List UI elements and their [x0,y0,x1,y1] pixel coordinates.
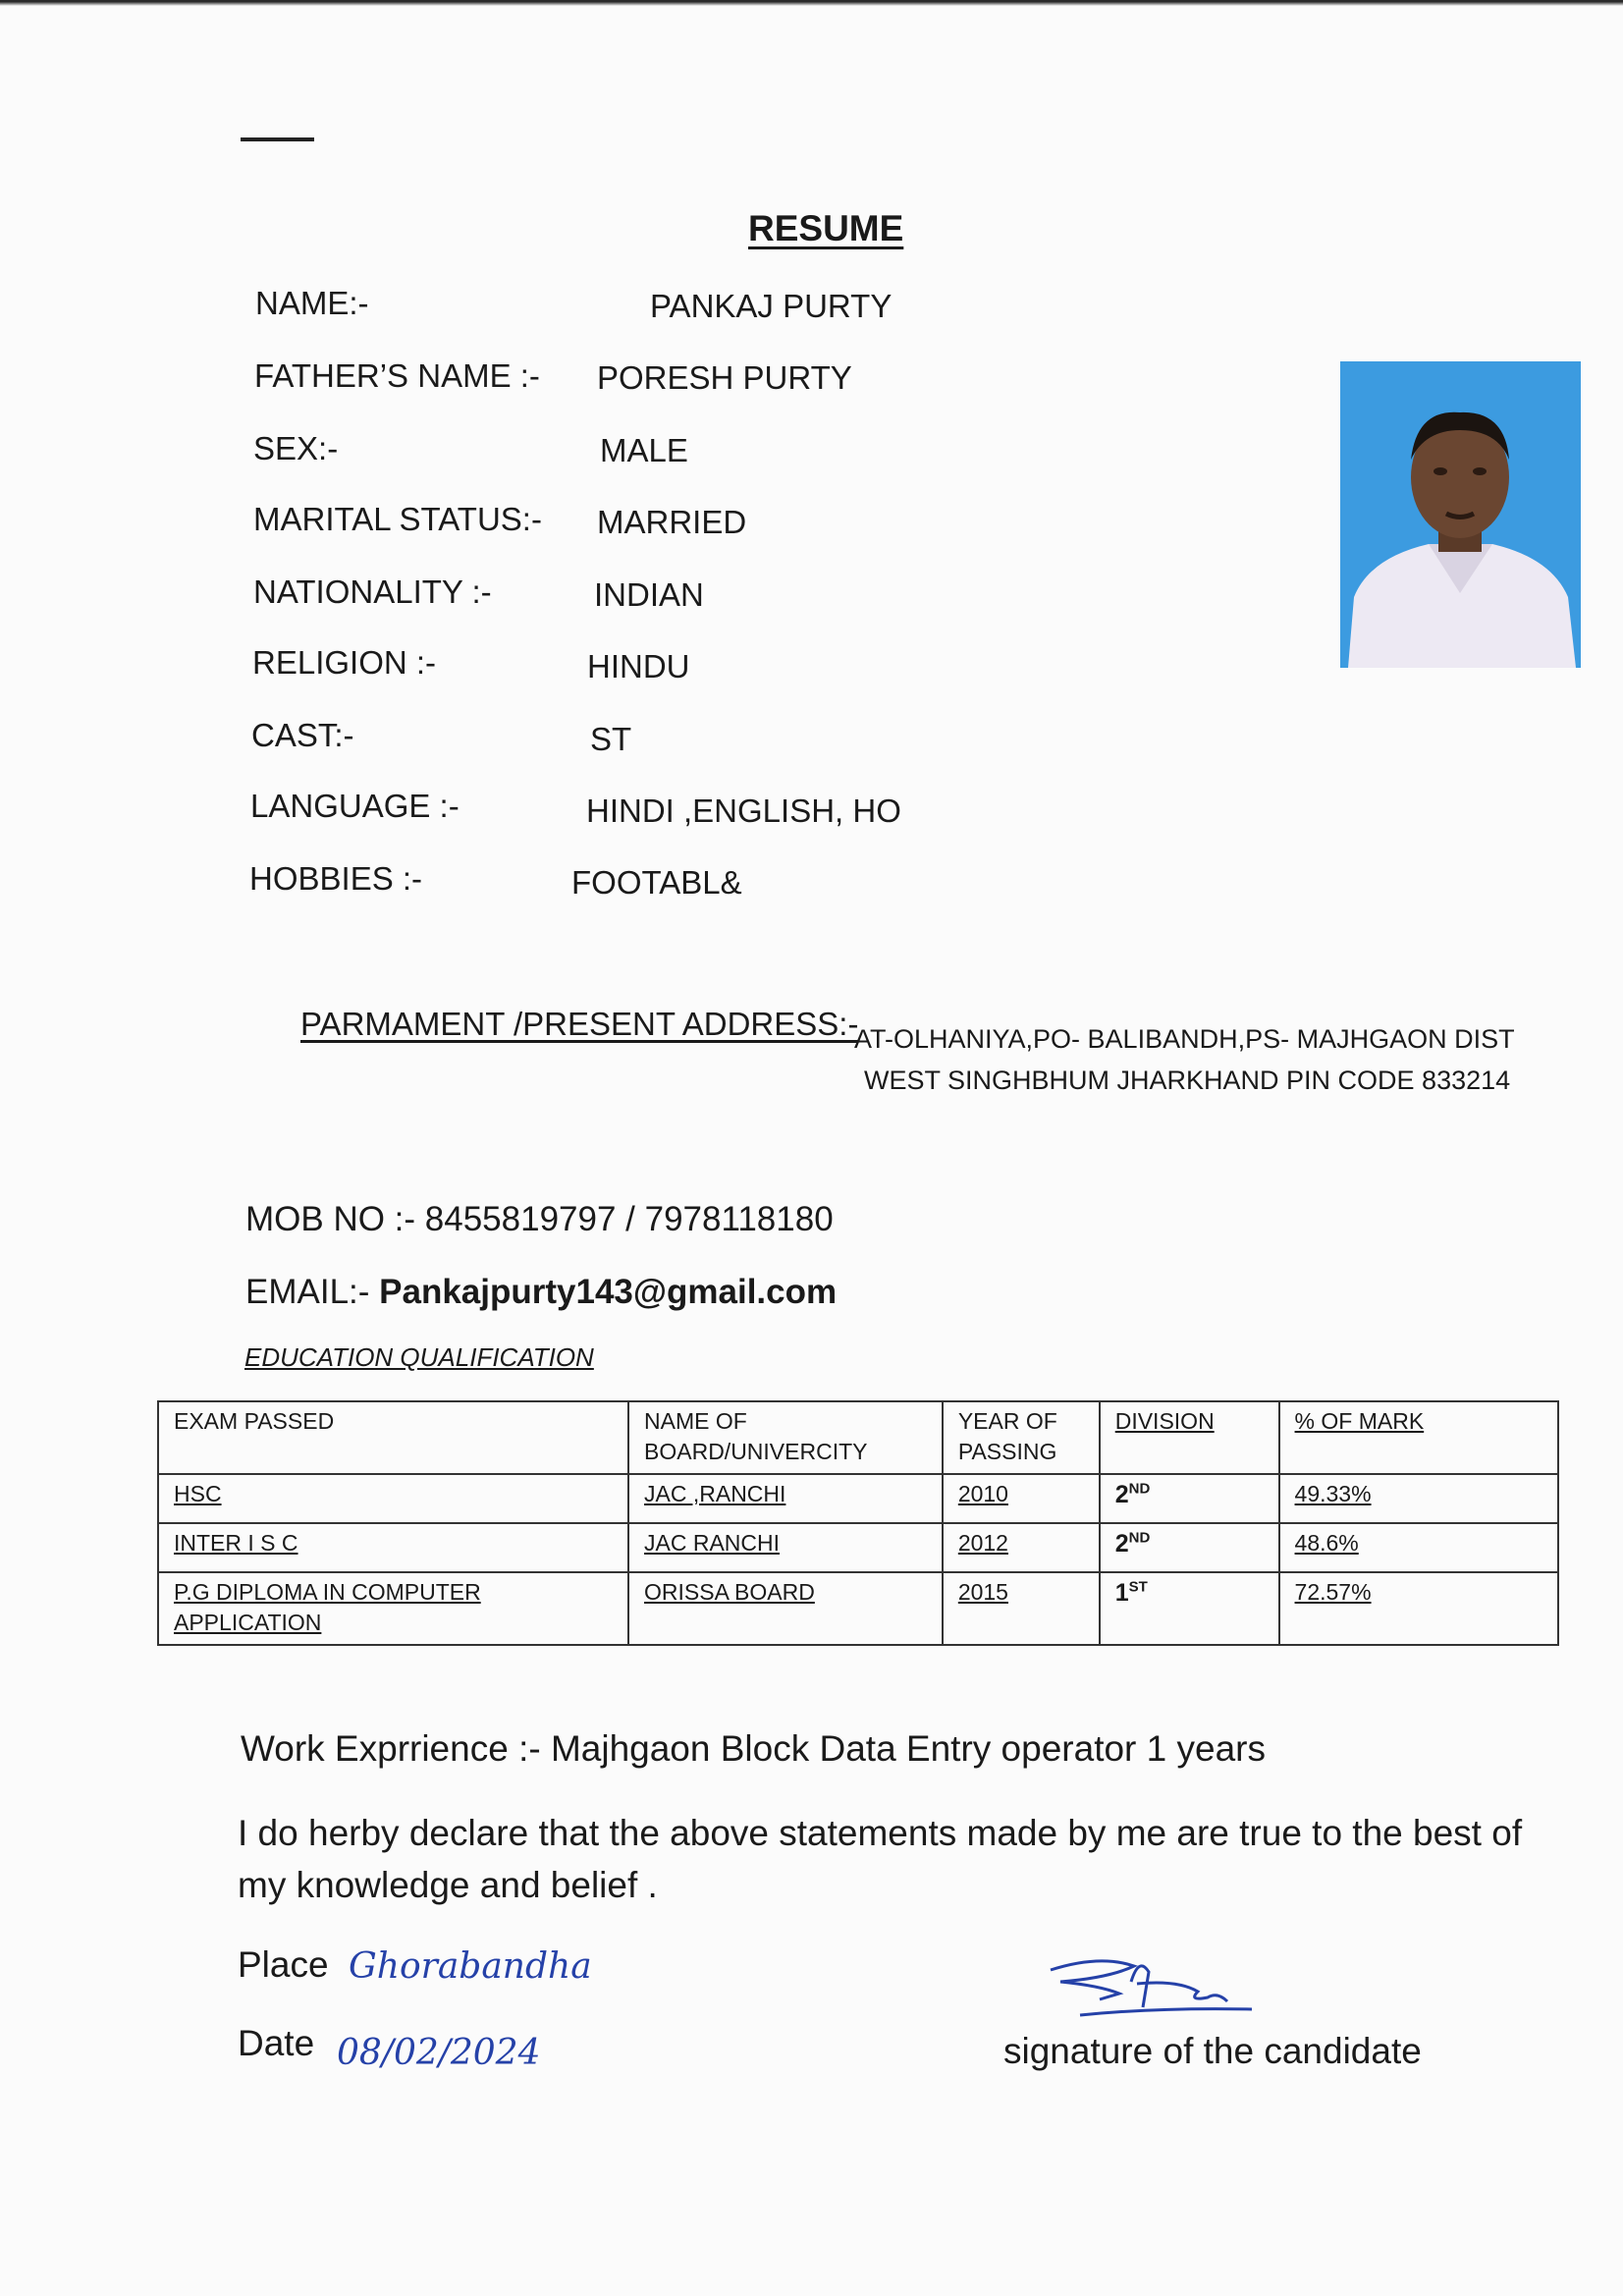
address-label: PARMAMENT /PRESENT ADDRESS:- [300,1006,859,1042]
handwritten-signature [1041,1952,1267,2041]
religion-value: HINDU [587,648,690,684]
header-board-line1: NAME OF [644,1408,747,1434]
work-experience: Work Exprrience :- Majhgaon Block Data Entry operator 1 years [241,1728,1266,1769]
profile-photo [1340,361,1581,668]
place-handwritten-value: Ghorabandha [349,1946,592,1987]
table-row [158,1474,1558,1523]
handwritten-dash [241,137,314,141]
exam-cell: HSC [158,1474,628,1523]
address-line-1: AT-OLHANIYA,PO- BALIBANDH,PS- MAJHGAON DIST [854,1024,1515,1054]
name-value: PANKAJ PURTY [650,288,893,324]
header-board [628,1401,943,1474]
year-cell: 2010 [943,1474,1100,1523]
division-cell [1100,1572,1279,1645]
marks-cell: 49.33% [1279,1474,1558,1523]
cast-label: CAST:- [251,717,354,753]
exam-cell [158,1572,628,1645]
date-handwritten-value: 08/02/2024 [337,2033,541,2073]
signature-label: signature of the candidate [1003,2031,1422,2071]
board-cell: JAC ,RANCHI [628,1474,943,1523]
email-label: EMAIL:- [245,1273,380,1311]
cast-value: ST [590,721,632,757]
marks-cell: 48.6% [1279,1523,1558,1572]
table-row [158,1523,1558,1572]
place-label: Place [238,1944,329,1985]
division-number: 2 [1114,1481,1129,1508]
date-label: Date [238,2023,315,2063]
header-year [943,1401,1100,1474]
board-cell: ORISSA BOARD [628,1572,943,1645]
division-suffix: ST [1128,1578,1148,1596]
division-suffix: ND [1128,1480,1151,1498]
father-name-value: PORESH PURTY [597,359,852,396]
scan-edge [0,0,1623,6]
exam-cell: INTER I S C [158,1523,628,1572]
division-number: 1 [1114,1579,1129,1607]
mobile-number: MOB NO :- 8455819797 / 7978118180 [245,1200,834,1238]
language-label: LANGUAGE :- [250,788,460,824]
hobbies-label: HOBBIES :- [249,860,423,897]
email-line [245,1273,837,1312]
page-title: RESUME [748,208,904,248]
year-cell: 2012 [943,1523,1100,1572]
sex-label: SEX:- [253,430,339,466]
division-cell [1100,1523,1279,1572]
sex-value: MALE [600,432,688,468]
header-marks-text: % OF MARK [1294,1408,1425,1434]
nationality-value: INDIAN [594,576,704,613]
father-name-label: FATHER’S NAME :- [254,357,540,394]
nationality-label: NATIONALITY :- [253,574,492,610]
marks-cell: 72.57% [1279,1572,1558,1645]
name-label: NAME:- [255,285,369,321]
email-value: Pankajpurty143@gmail.com [379,1273,838,1311]
address-line-2: WEST SINGHBHUM JHARKHAND PIN CODE 833214 [864,1066,1511,1095]
table-row [158,1572,1558,1645]
exam-line-2: APPLICATION [174,1610,322,1636]
year-cell: 2015 [943,1572,1100,1645]
religion-label: RELIGION :- [252,644,437,681]
header-division-text: DIVISION [1114,1408,1215,1434]
language-value: HINDI ,ENGLISH, HO [586,793,901,829]
marital-status-label: MARITAL STATUS:- [253,501,542,537]
header-year-line1: YEAR OF [957,1408,1057,1434]
board-cell: JAC RANCHI [628,1523,943,1572]
division-number: 2 [1114,1530,1129,1558]
declaration: I do herby declare that the above statements made by me are true to the best of my knowledge and belief . [238,1813,1523,1905]
header-exam [158,1401,628,1474]
header-board-line2: BOARD/UNIVERCITY [644,1439,868,1465]
header-year-line2: PASSING [957,1439,1057,1465]
division-cell [1100,1474,1279,1523]
hobbies-value: FOOTABL& [571,864,742,901]
marital-status-value: MARRIED [597,504,747,540]
header-division [1100,1401,1279,1474]
header-marks [1279,1401,1558,1474]
education-heading: EDUCATION QUALIFICATION [244,1342,594,1372]
exam-line-1: P.G DIPLOMA IN COMPUTER [174,1579,481,1605]
table-header-row [158,1401,1558,1474]
division-suffix: ND [1128,1529,1151,1547]
education-table [157,1400,1559,1646]
header-exam-text: EXAM PASSED [174,1408,335,1434]
person-portrait-icon [1340,361,1581,668]
